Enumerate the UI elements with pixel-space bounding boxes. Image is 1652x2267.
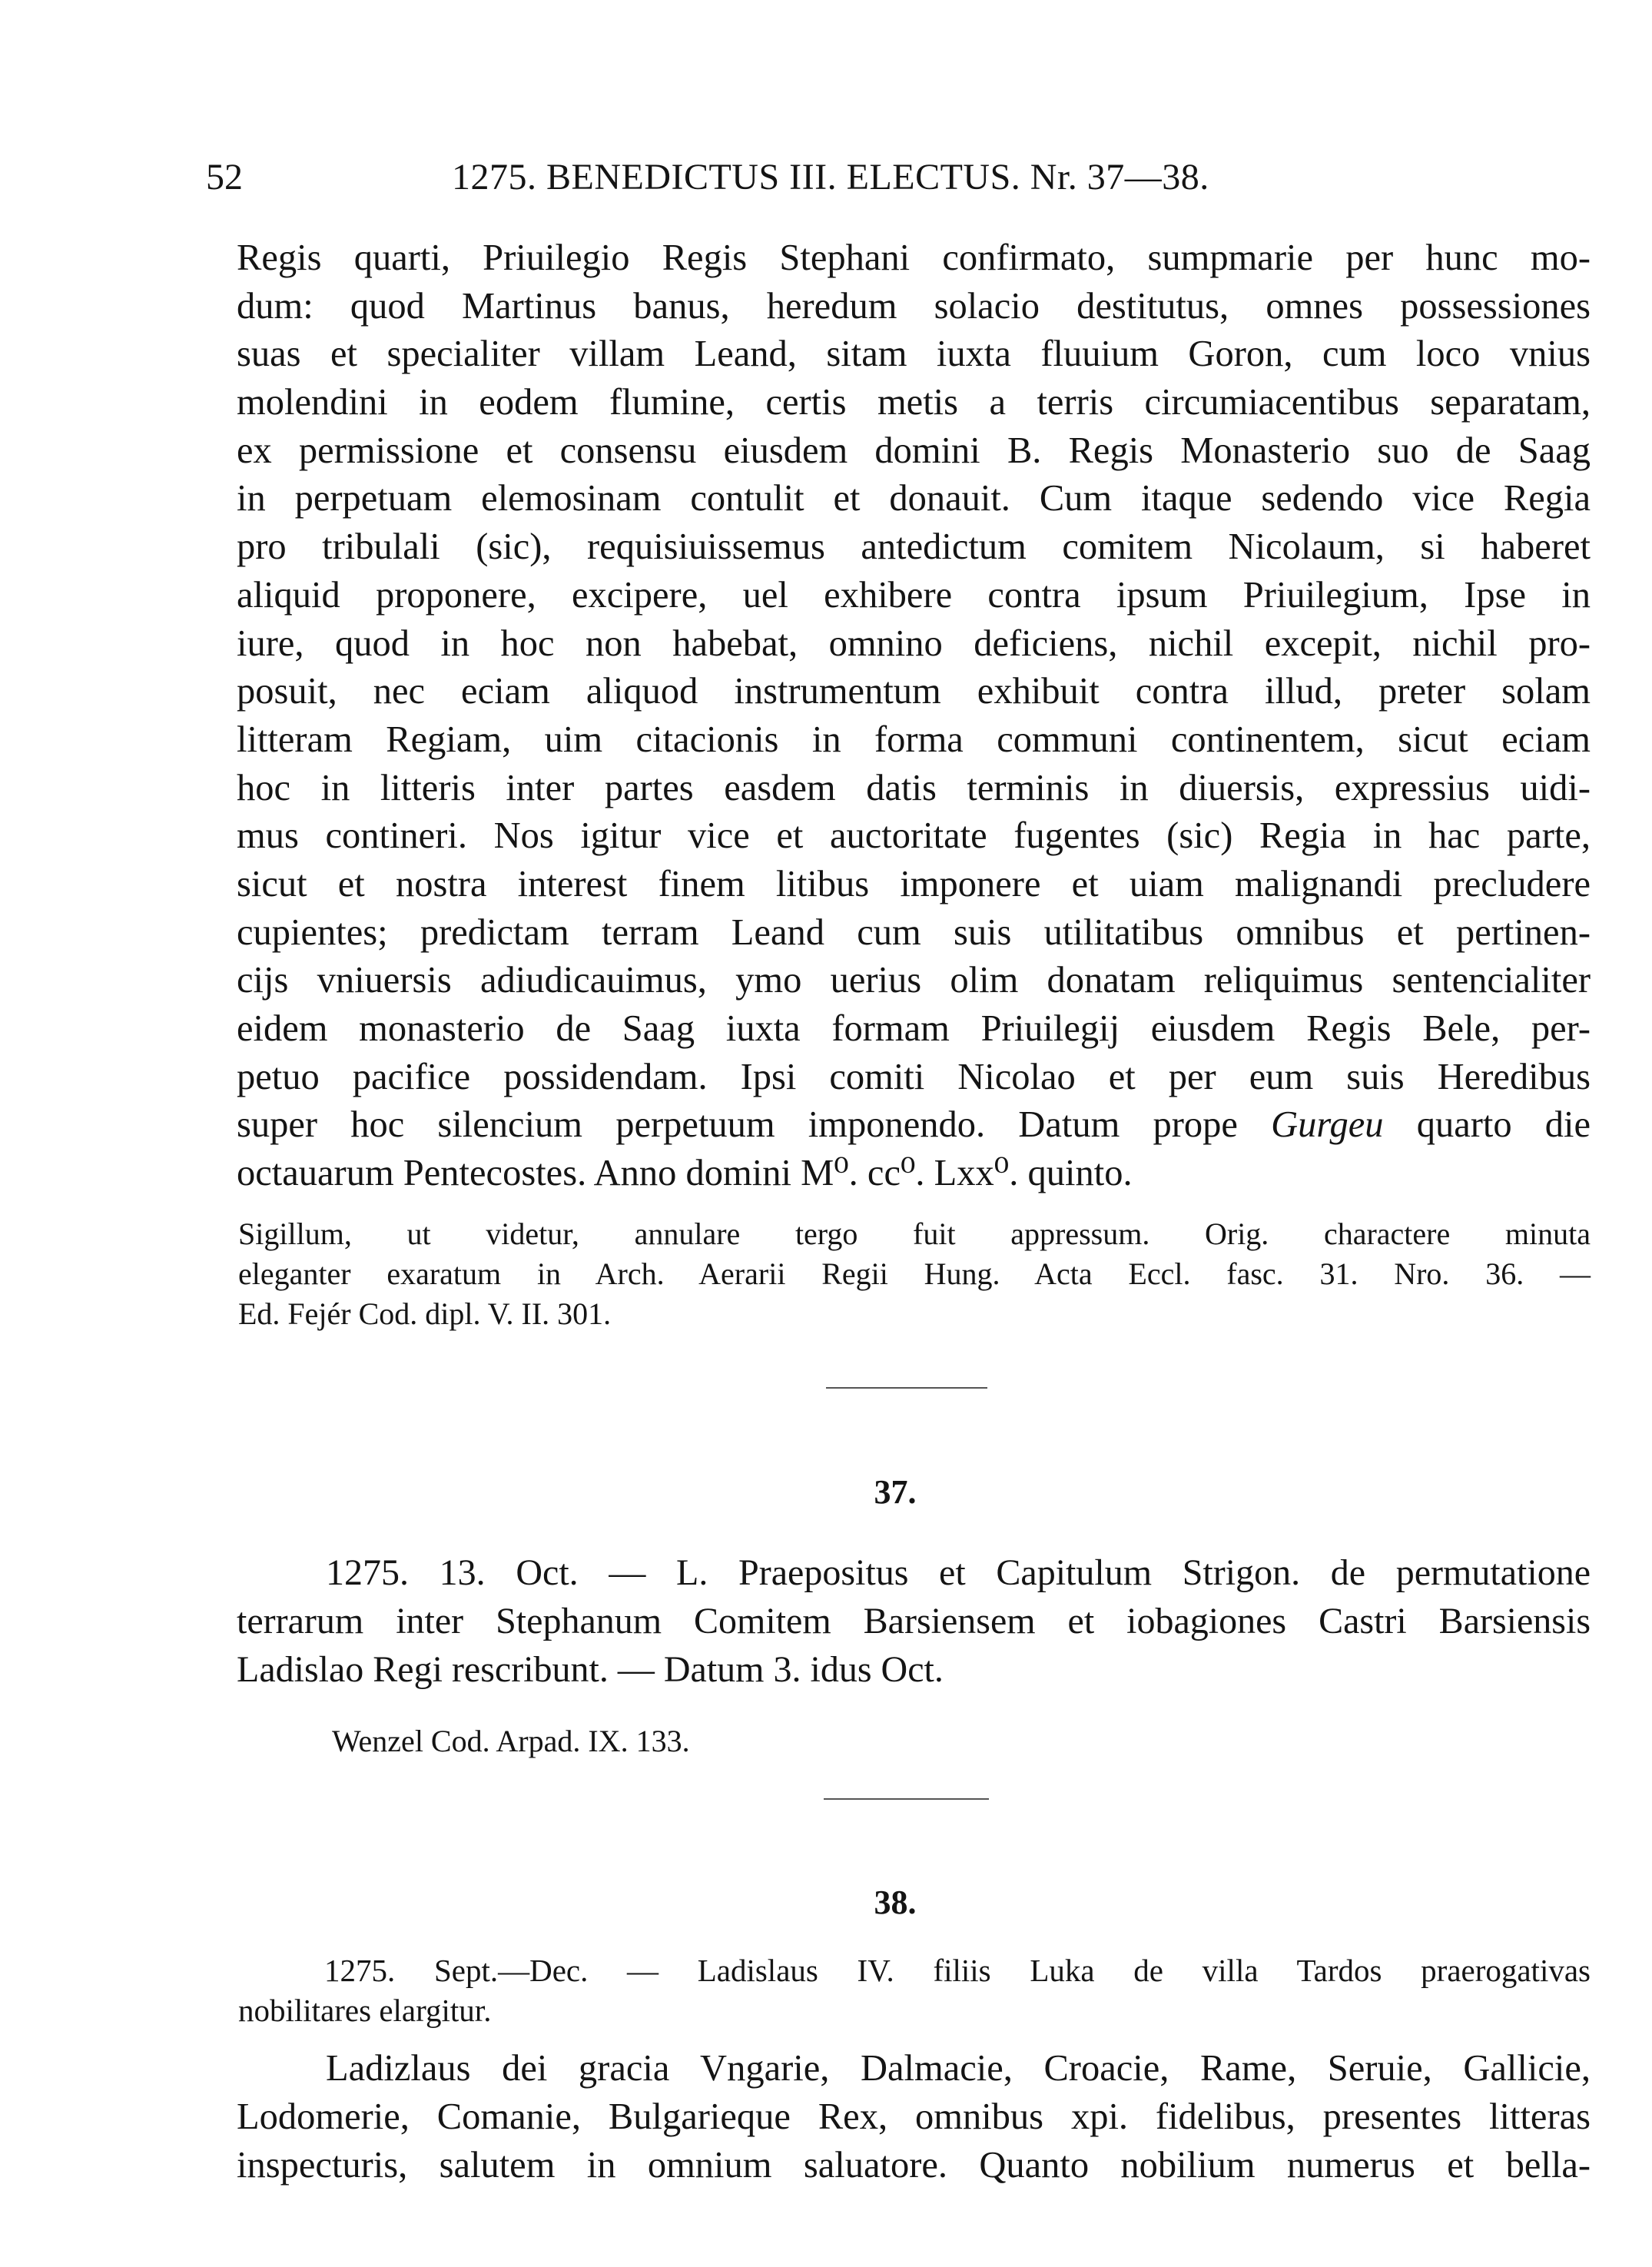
regest-line: terrarum inter Stephanum Comitem Barsiensem et iobagiones Castri Barsiensis <box>237 1601 1591 1641</box>
doc37-reference: Wenzel Cod. Arpad. IX. 133. <box>332 1724 690 1758</box>
text-line: in perpetuam elemosinam contulit et donauit. Cum itaque sedendo vice Regia <box>237 478 1591 519</box>
text-line: octauarum Pentecostes. Anno domini M⁰. cc⁰. Lxx⁰. quinto. <box>237 1153 1133 1194</box>
doc36-source-note <box>238 1214 1591 1334</box>
note-line: eleganter exaratum in Arch. Aerarii Regii Hung. Acta Eccl. fasc. 31. Nro. 36. — <box>238 1256 1591 1291</box>
regest-line: Ladislao Regi rescribunt. — Datum 3. idus Oct. <box>237 1649 944 1690</box>
text-line: sicut et nostra interest finem litibus imponere et uiam malignandi precludere <box>237 863 1591 904</box>
note-line: Sigillum, ut videtur, annulare tergo fuit appressum. Orig. charactere minuta <box>238 1216 1591 1251</box>
regest-line: 1275. 13. Oct. — L. Praepositus et Capitulum Strigon. de permutatione <box>326 1552 1591 1593</box>
text-line: cijs vniuersis adiudicauimus, ymo uerius olim donatam reliquimus sentencialiter <box>237 960 1591 1001</box>
document-number-37: 37. <box>874 1473 917 1511</box>
document-number-38: 38. <box>874 1884 917 1921</box>
running-header <box>198 151 1581 204</box>
text-segment: quarto die <box>1416 1104 1591 1146</box>
text-line: iure, quod in hoc non habebat, omnino deficiens, nichil excepit, nichil pro- <box>237 622 1591 664</box>
regest-line: 1275. Sept.—Dec. — Ladislaus IV. filiis Luka de villa Tardos praerogativas <box>324 1953 1591 1988</box>
text-line: hoc in litteris inter partes easdem datis terminis in diuersis, expressius uidi- <box>237 767 1591 808</box>
text-line: suas et specialiter villam Leand, sitam iuxta fluuium Goron, cum loco vnius <box>237 334 1591 375</box>
text-segment: super hoc silencium perpetuum imponendo. Datum prope <box>237 1104 1238 1146</box>
text-line-with-italic <box>237 1101 1591 1150</box>
text-line: pro tribulali (sic), requisiuissemus antedictum comitem Nicolaum, si haberet <box>237 526 1591 568</box>
italic-place-name: Gurgeu <box>1271 1104 1384 1146</box>
text-line: eidem monasterio de Saag iuxta formam Priuilegij eiusdem Regis Bele, per- <box>237 1008 1591 1049</box>
section-divider <box>826 1387 987 1389</box>
regest-line: nobilitares elargitur. <box>238 1993 492 2028</box>
doc38-regest <box>238 1950 1591 2030</box>
doc37-regest <box>237 1548 1591 1694</box>
note-line: Ed. Fejér Cod. dipl. V. II. 301. <box>238 1296 612 1331</box>
text-line: Regis quarti, Priuilegio Regis Stephani confirmato, sumpmarie per hunc mo- <box>237 237 1591 278</box>
section-divider <box>824 1798 989 1800</box>
doc38-text <box>237 2044 1591 2189</box>
text-line: ex permissione et consensu eiusdem domini B. Regis Monasterio suo de Saag <box>237 430 1591 471</box>
running-title: 1275. BENEDICTUS III. ELECTUS. Nr. 37—38. <box>452 157 1209 197</box>
page-number: 52 <box>206 157 243 197</box>
text-line: litteram Regiam, uim citacionis in forma communi continentem, sicut eciam <box>237 719 1591 760</box>
text-line: Lodomerie, Comanie, Bulgarieque Rex, omnibus xpi. fidelibus, presentes litteras <box>237 2096 1591 2137</box>
text-line: posuit, nec eciam aliquod instrumentum exhibuit contra illud, preter solam <box>237 671 1591 712</box>
text-line: mus contineri. Nos igitur vice et auctoritate fugentes (sic) Regia in hac parte, <box>237 815 1591 857</box>
doc36-text <box>237 234 1591 1198</box>
text-line: aliquid proponere, excipere, uel exhibere contra ipsum Priuilegium, Ipse in <box>237 574 1591 616</box>
text-line: Ladizlaus dei gracia Vngarie, Dalmacie, Croacie, Rame, Seruie, Gallicie, <box>326 2048 1591 2089</box>
text-line: cupientes; predictam terram Leand cum suis utilitatibus omnibus et pertinen- <box>237 911 1591 953</box>
text-line: petuo pacifice possidendam. Ipsi comiti Nicolao et per eum suis Heredibus <box>237 1056 1591 1097</box>
text-line: molendini in eodem flumine, certis metis a terris circumiacentibus separatam, <box>237 382 1591 423</box>
text-line: inspecturis, salutem in omnium saluatore. Quanto nobilium numerus et bella- <box>237 2145 1591 2186</box>
text-line: dum: quod Martinus banus, heredum solacio destitutus, omnes possessiones <box>237 285 1591 327</box>
